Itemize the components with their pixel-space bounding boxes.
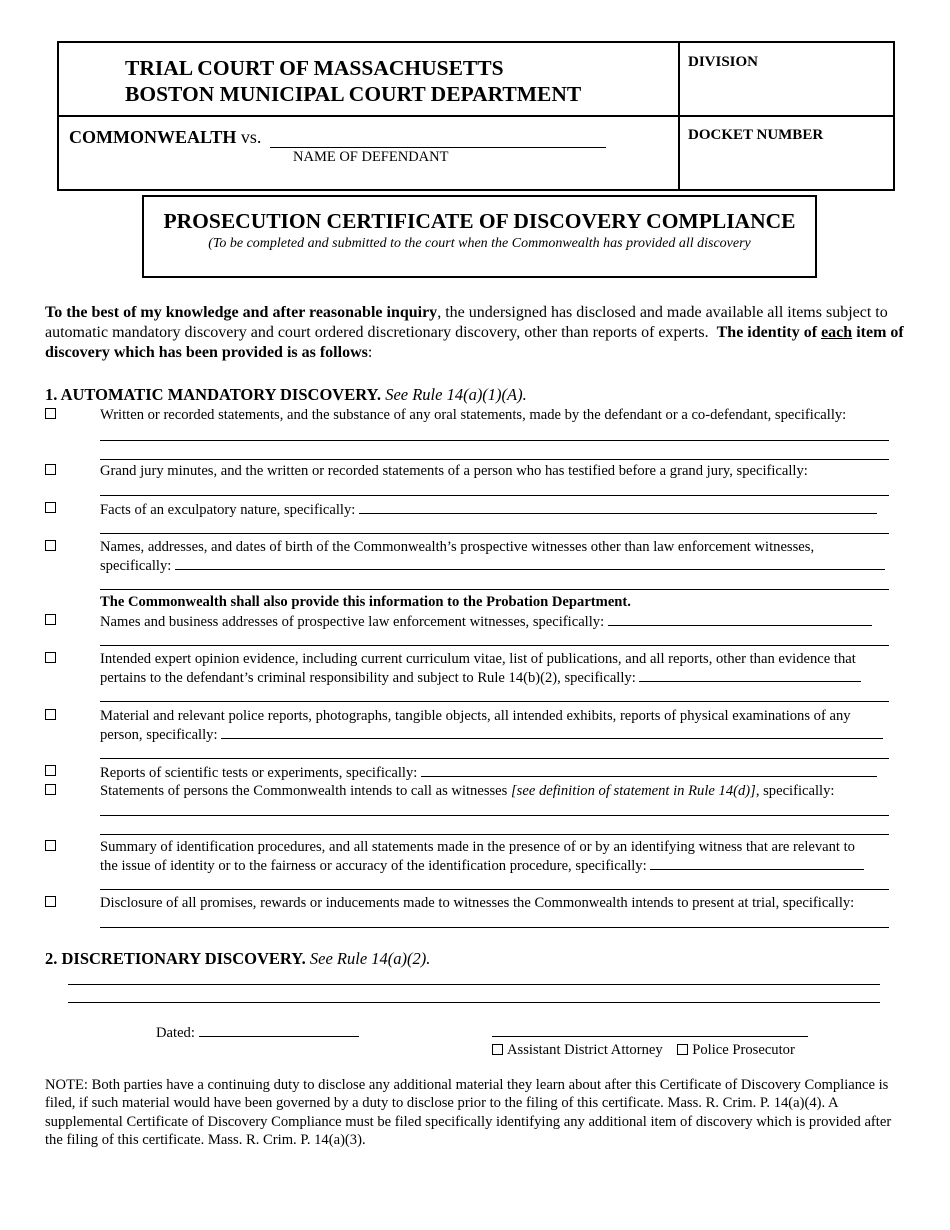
checkbox-ada[interactable] <box>492 1044 503 1055</box>
checkbox-witness-statements[interactable] <box>45 784 56 795</box>
signature-line[interactable] <box>492 1036 808 1037</box>
case-caption <box>69 127 606 148</box>
checkbox-identification[interactable] <box>45 840 56 851</box>
item-statements: Written or recorded statements, and the substance of any oral statements, made by the defendant or a co-defendant, specifically: <box>100 407 847 423</box>
section2-rule: See Rule 14(a)(2). <box>309 949 431 968</box>
intro-text: , the undersigned has disclosed and made available all items subject to automatic mandatory discovery and court ordered discretionary discovery, other than reports of experts. <box>45 304 888 341</box>
item-police-line2: person, specifically: <box>100 725 883 744</box>
defendant-name-label: NAME OF DEFENDANT <box>293 149 449 165</box>
item-witnesses-line2: specifically: <box>100 556 885 575</box>
division-field[interactable] <box>679 78 893 114</box>
answer-line[interactable] <box>100 440 889 441</box>
probation-note: The Commonwealth shall also provide this information to the Probation Department. <box>100 594 631 610</box>
answer-line[interactable] <box>421 763 877 777</box>
item-exculpatory: Facts of an exculpatory nature, specifically: <box>100 500 877 519</box>
intro-each: each <box>821 324 853 341</box>
intro-bold-tail: The identity of each item of discovery which has been provided is as follows <box>45 324 904 361</box>
section2-heading: 2. DISCRETIONARY DISCOVERY. See Rule 14(a)(2). <box>45 949 431 968</box>
answer-line[interactable] <box>68 984 880 985</box>
answer-line[interactable] <box>100 589 889 590</box>
answer-line[interactable] <box>100 459 889 460</box>
item-law-enforcement: Names and business addresses of prospective law enforcement witnesses, specifically: <box>100 612 872 631</box>
signer-role <box>492 1041 795 1059</box>
checkbox-law-enforcement[interactable] <box>45 614 56 625</box>
checkbox-police-prosecutor[interactable] <box>677 1044 688 1055</box>
court-title-line1: TRIAL COURT OF MASSACHUSETTS <box>125 56 504 80</box>
checkbox-promises[interactable] <box>45 896 56 907</box>
answer-line[interactable] <box>100 927 889 928</box>
commonwealth-label: COMMONWEALTH <box>69 127 237 147</box>
vs-label: vs. <box>240 127 262 147</box>
checkbox-grand-jury[interactable] <box>45 464 56 475</box>
item-identification-line1: Summary of identification procedures, and all statements made in the presence of or by an identifying witness that are relevant to <box>100 839 855 855</box>
checkbox-exculpatory[interactable] <box>45 502 56 513</box>
answer-line[interactable] <box>100 645 889 646</box>
item-identification-line2: the issue of identity or to the fairness or accuracy of the identification procedure, specifically: <box>100 856 864 875</box>
item-witness-statements: Statements of persons the Commonwealth intends to call as witnesses [see definition of statement in Rule 14(d)], specifically: <box>100 783 835 799</box>
ada-label: Assistant District Attorney <box>507 1042 663 1058</box>
defendant-name-field[interactable] <box>270 129 606 148</box>
item-expert-line1: Intended expert opinion evidence, including current curriculum vitae, list of publications, and all reports, other than evidence that <box>100 651 856 667</box>
dated-field <box>156 1023 359 1042</box>
answer-line[interactable] <box>650 856 864 870</box>
answer-line[interactable] <box>100 758 889 759</box>
item-grand-jury: Grand jury minutes, and the written or recorded statements of a person who has testified before a grand jury, specifically: <box>100 463 808 479</box>
answer-line[interactable] <box>221 725 883 739</box>
answer-line[interactable] <box>100 701 889 702</box>
answer-line[interactable] <box>100 834 889 835</box>
caption-divider-horizontal <box>59 115 893 117</box>
item-scientific: Reports of scientific tests or experiments, specifically: <box>100 763 877 782</box>
docket-number-label: DOCKET NUMBER <box>688 127 824 143</box>
form-subtitle: (To be completed and submitted to the court when the Commonwealth has provided all discovery <box>208 236 751 251</box>
answer-line[interactable] <box>608 612 872 626</box>
section1-rule: See Rule 14(a)(1)(A). <box>385 385 527 404</box>
answer-line[interactable] <box>175 556 885 570</box>
court-title-line2: BOSTON MUNICIPAL COURT DEPARTMENT <box>125 82 582 106</box>
date-input-line[interactable] <box>199 1023 359 1037</box>
intro-bold-lead: To the best of my knowledge and after reasonable inquiry <box>45 304 438 321</box>
answer-line[interactable] <box>68 1002 880 1003</box>
checkbox-police-reports[interactable] <box>45 709 56 720</box>
answer-line[interactable] <box>639 668 861 682</box>
police-prosecutor-label: Police Prosecutor <box>692 1042 795 1058</box>
note-paragraph: NOTE: Both parties have a continuing duty to disclose any additional material they learn about after this Certificate of Discovery Compliance is filed, if such material would have been governed by a duty to disclose prior to the filing of this certificate. Mass. R. Crim. P. 14(a)(4). A supplemental Certificate of Discovery Compliance must be filed specifically identifying any additional item of discovery which is provided after the filing of this certificate. Mass. R. Crim. P. 14(a)(3). <box>45 1077 892 1148</box>
section1-heading: 1. AUTOMATIC MANDATORY DISCOVERY. See Rule 14(a)(1)(A). <box>45 385 527 404</box>
docket-number-field[interactable] <box>679 152 893 189</box>
answer-line[interactable] <box>100 815 889 816</box>
dated-label: Dated: <box>156 1025 195 1041</box>
item-police-line1: Material and relevant police reports, photographs, tangible objects, all intended exhibits, reports of physical examinations of any <box>100 708 851 724</box>
court-title <box>125 55 581 107</box>
division-label: DIVISION <box>688 54 759 70</box>
item-expert-line2: pertains to the defendant’s criminal responsibility and subject to Rule 14(b)(2), specifically: <box>100 668 861 687</box>
answer-line[interactable] <box>100 495 889 496</box>
item-witnesses-line1: Names, addresses, and dates of birth of the Commonwealth’s prospective witnesses other than law enforcement witnesses, <box>100 539 815 555</box>
form-title: PROSECUTION CERTIFICATE OF DISCOVERY COMPLIANCE <box>163 209 796 233</box>
intro-paragraph: To the best of my knowledge and after reasonable inquiry, the undersigned has disclosed and made available all items subject to automatic mandatory discovery and court ordered discretionary discovery, other than reports of experts. The identity of each item of discovery which has been provided is as follows: <box>45 304 904 361</box>
answer-line[interactable] <box>100 533 889 534</box>
form-title-box <box>142 195 817 278</box>
item-promises: Disclosure of all promises, rewards or inducements made to witnesses the Commonwealth intends to present at trial, specifically: <box>100 895 855 911</box>
checkbox-statements[interactable] <box>45 408 56 419</box>
answer-line[interactable] <box>100 889 889 890</box>
checkbox-expert[interactable] <box>45 652 56 663</box>
checkbox-witnesses[interactable] <box>45 540 56 551</box>
answer-line[interactable] <box>359 500 877 514</box>
checkbox-scientific[interactable] <box>45 765 56 776</box>
